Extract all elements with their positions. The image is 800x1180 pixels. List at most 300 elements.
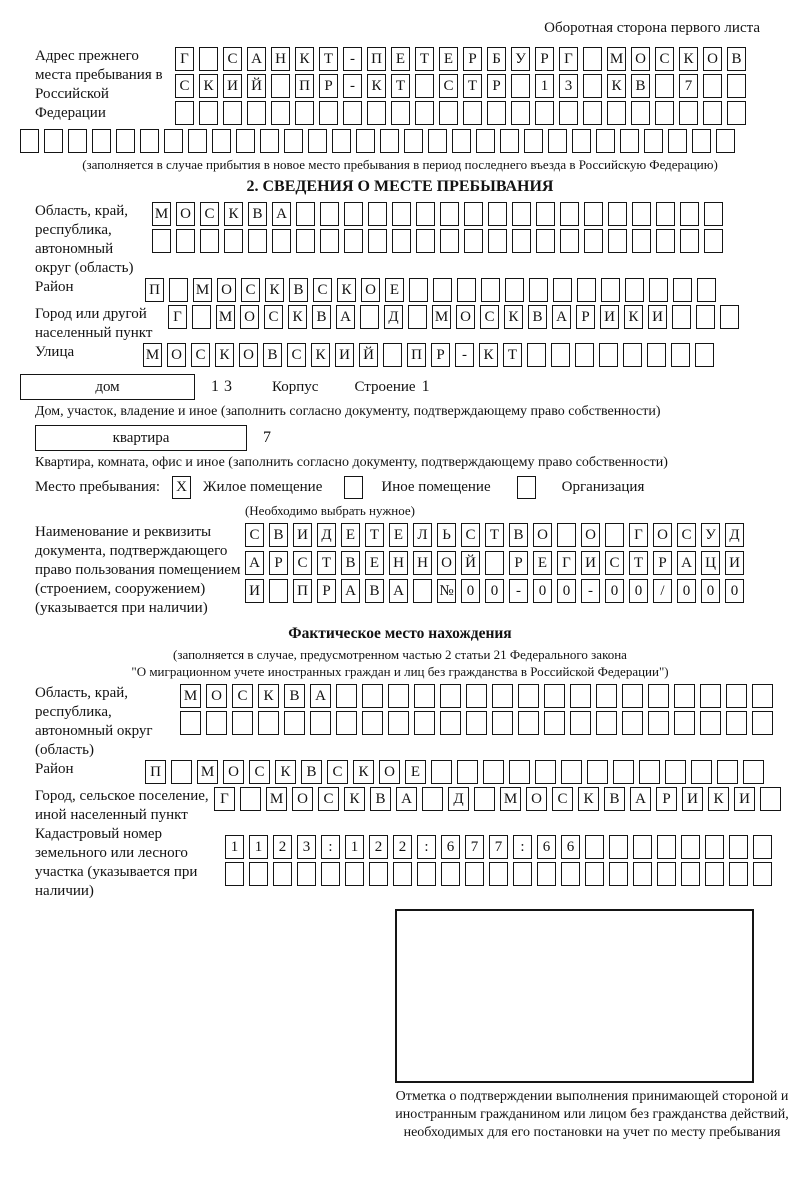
char-cell[interactable] — [440, 229, 459, 253]
char-cell[interactable]: С — [245, 523, 264, 547]
char-cell[interactable]: Т — [485, 523, 504, 547]
char-cell[interactable]: К — [504, 305, 523, 329]
char-cell[interactable]: Т — [463, 74, 482, 98]
char-cell[interactable] — [648, 711, 669, 735]
char-cell[interactable] — [560, 229, 579, 253]
char-cell[interactable] — [295, 101, 314, 125]
char-cell[interactable] — [296, 202, 315, 226]
char-cell[interactable]: Е — [341, 523, 360, 547]
char-cell[interactable]: С — [264, 305, 283, 329]
char-cell[interactable]: Р — [535, 47, 554, 71]
char-cell[interactable]: М — [180, 684, 201, 708]
char-cell[interactable] — [332, 129, 351, 153]
char-cell[interactable]: С — [249, 760, 270, 784]
char-cell[interactable] — [388, 684, 409, 708]
char-cell[interactable]: В — [727, 47, 746, 71]
char-cell[interactable] — [224, 229, 243, 253]
char-cell[interactable]: А — [396, 787, 417, 811]
char-cell[interactable]: К — [288, 305, 307, 329]
char-cell[interactable]: О — [456, 305, 475, 329]
char-cell[interactable]: С — [480, 305, 499, 329]
char-cell[interactable] — [631, 101, 650, 125]
char-cell[interactable] — [248, 229, 267, 253]
char-cell[interactable] — [518, 711, 539, 735]
char-cell[interactable] — [169, 278, 188, 302]
char-cell[interactable]: / — [653, 579, 672, 603]
char-cell[interactable]: В — [284, 684, 305, 708]
char-cell[interactable]: Е — [389, 523, 408, 547]
char-cell[interactable] — [212, 129, 231, 153]
char-cell[interactable]: С — [241, 278, 260, 302]
char-cell[interactable] — [116, 129, 135, 153]
char-cell[interactable] — [416, 202, 435, 226]
char-cell[interactable]: Е — [439, 47, 458, 71]
char-cell[interactable] — [319, 101, 338, 125]
char-cell[interactable] — [408, 305, 427, 329]
char-cell[interactable] — [613, 760, 634, 784]
char-cell[interactable]: А — [389, 579, 408, 603]
char-cell[interactable]: В — [604, 787, 625, 811]
char-cell[interactable] — [655, 74, 674, 98]
char-cell[interactable] — [657, 835, 676, 859]
char-cell[interactable]: К — [708, 787, 729, 811]
char-cell[interactable]: М — [216, 305, 235, 329]
char-cell[interactable] — [726, 711, 747, 735]
char-cell[interactable] — [656, 229, 675, 253]
char-cell[interactable] — [68, 129, 87, 153]
char-cell[interactable]: В — [263, 343, 282, 367]
char-cell[interactable] — [44, 129, 63, 153]
char-cell[interactable]: Е — [365, 551, 384, 575]
char-cell[interactable] — [440, 202, 459, 226]
char-cell[interactable]: 0 — [485, 579, 504, 603]
char-cell[interactable] — [695, 343, 714, 367]
char-cell[interactable]: М — [197, 760, 218, 784]
char-cell[interactable]: Т — [391, 74, 410, 98]
char-cell[interactable] — [608, 202, 627, 226]
char-cell[interactable]: Д — [448, 787, 469, 811]
char-cell[interactable]: С — [293, 551, 312, 575]
char-cell[interactable]: А — [341, 579, 360, 603]
char-cell[interactable] — [727, 74, 746, 98]
char-cell[interactable]: 3 — [224, 378, 232, 395]
char-cell[interactable]: Й — [461, 551, 480, 575]
char-cell[interactable] — [356, 129, 375, 153]
char-cell[interactable] — [553, 278, 572, 302]
char-cell[interactable]: 0 — [605, 579, 624, 603]
char-cell[interactable]: К — [479, 343, 498, 367]
char-cell[interactable] — [345, 862, 364, 886]
char-cell[interactable]: Р — [269, 551, 288, 575]
char-cell[interactable] — [485, 551, 504, 575]
char-cell[interactable]: В — [509, 523, 528, 547]
char-cell[interactable] — [577, 278, 596, 302]
char-cell[interactable]: М — [193, 278, 212, 302]
char-cell[interactable]: - — [343, 74, 362, 98]
char-cell[interactable] — [674, 711, 695, 735]
char-cell[interactable] — [428, 129, 447, 153]
char-cell[interactable]: М — [143, 343, 162, 367]
char-cell[interactable] — [647, 343, 666, 367]
char-cell[interactable] — [639, 760, 660, 784]
char-cell[interactable] — [176, 229, 195, 253]
char-cell[interactable]: Р — [463, 47, 482, 71]
char-cell[interactable]: 2 — [273, 835, 292, 859]
char-cell[interactable] — [404, 129, 423, 153]
char-cell[interactable]: О — [533, 523, 552, 547]
char-cell[interactable]: Й — [247, 74, 266, 98]
char-cell[interactable] — [269, 579, 288, 603]
char-cell[interactable]: О — [240, 305, 259, 329]
char-cell[interactable] — [752, 711, 773, 735]
char-cell[interactable] — [625, 278, 644, 302]
char-cell[interactable]: 0 — [461, 579, 480, 603]
char-cell[interactable]: Н — [271, 47, 290, 71]
char-cell[interactable] — [368, 202, 387, 226]
char-cell[interactable]: В — [370, 787, 391, 811]
char-cell[interactable] — [560, 202, 579, 226]
char-cell[interactable]: О — [437, 551, 456, 575]
char-cell[interactable] — [388, 711, 409, 735]
char-cell[interactable]: Б — [487, 47, 506, 71]
char-cell[interactable]: У — [701, 523, 720, 547]
char-cell[interactable] — [655, 101, 674, 125]
char-cell[interactable]: С — [313, 278, 332, 302]
char-cell[interactable]: А — [552, 305, 571, 329]
char-cell[interactable] — [464, 202, 483, 226]
char-cell[interactable]: Т — [629, 551, 648, 575]
char-cell[interactable] — [644, 129, 663, 153]
char-cell[interactable] — [760, 787, 781, 811]
char-cell[interactable]: К — [224, 202, 243, 226]
char-cell[interactable]: С — [655, 47, 674, 71]
char-cell[interactable] — [703, 101, 722, 125]
char-cell[interactable]: И — [245, 579, 264, 603]
char-cell[interactable]: Е — [405, 760, 426, 784]
char-cell[interactable]: С — [318, 787, 339, 811]
char-cell[interactable]: Т — [415, 47, 434, 71]
char-cell[interactable] — [743, 760, 764, 784]
char-cell[interactable]: С — [677, 523, 696, 547]
char-cell[interactable] — [716, 129, 735, 153]
char-cell[interactable] — [557, 523, 576, 547]
char-cell[interactable] — [284, 711, 305, 735]
char-cell[interactable] — [561, 862, 580, 886]
char-cell[interactable]: Г — [559, 47, 578, 71]
char-cell[interactable] — [512, 229, 531, 253]
char-cell[interactable] — [705, 835, 724, 859]
char-cell[interactable] — [609, 835, 628, 859]
char-cell[interactable]: 0 — [557, 579, 576, 603]
char-cell[interactable] — [92, 129, 111, 153]
char-cell[interactable] — [392, 202, 411, 226]
char-cell[interactable] — [336, 684, 357, 708]
char-cell[interactable]: С — [287, 343, 306, 367]
char-cell[interactable] — [414, 711, 435, 735]
char-cell[interactable]: Р — [509, 551, 528, 575]
char-cell[interactable] — [440, 711, 461, 735]
char-cell[interactable] — [691, 760, 712, 784]
char-cell[interactable] — [415, 74, 434, 98]
char-cell[interactable] — [559, 101, 578, 125]
char-cell[interactable]: О — [167, 343, 186, 367]
char-cell[interactable] — [536, 229, 555, 253]
char-cell[interactable] — [441, 862, 460, 886]
char-cell[interactable]: С — [200, 202, 219, 226]
char-cell[interactable] — [583, 47, 602, 71]
char-cell[interactable]: 0 — [725, 579, 744, 603]
char-cell[interactable] — [260, 129, 279, 153]
char-cell[interactable] — [505, 278, 524, 302]
char-cell[interactable] — [605, 523, 624, 547]
char-cell[interactable]: А — [245, 551, 264, 575]
char-cell[interactable]: И — [682, 787, 703, 811]
char-cell[interactable] — [509, 760, 530, 784]
char-cell[interactable] — [476, 129, 495, 153]
char-cell[interactable]: П — [145, 278, 164, 302]
char-cell[interactable] — [679, 101, 698, 125]
char-cell[interactable] — [431, 760, 452, 784]
char-cell[interactable]: А — [677, 551, 696, 575]
char-cell[interactable]: № — [437, 579, 456, 603]
char-cell[interactable]: Р — [656, 787, 677, 811]
char-cell[interactable]: П — [145, 760, 166, 784]
char-cell[interactable] — [584, 202, 603, 226]
char-cell[interactable] — [608, 229, 627, 253]
char-cell[interactable]: - — [581, 579, 600, 603]
char-cell[interactable]: В — [248, 202, 267, 226]
char-cell[interactable] — [180, 711, 201, 735]
char-cell[interactable]: С — [191, 343, 210, 367]
char-cell[interactable] — [623, 343, 642, 367]
char-cell[interactable] — [492, 684, 513, 708]
char-cell[interactable]: Е — [391, 47, 410, 71]
char-cell[interactable]: Т — [319, 47, 338, 71]
char-cell[interactable] — [575, 343, 594, 367]
checkbox-other-premises[interactable] — [344, 476, 363, 499]
char-cell[interactable] — [409, 278, 428, 302]
char-cell[interactable]: Р — [487, 74, 506, 98]
char-cell[interactable]: О — [217, 278, 236, 302]
char-cell[interactable] — [729, 835, 748, 859]
char-cell[interactable]: 6 — [537, 835, 556, 859]
char-cell[interactable]: О — [703, 47, 722, 71]
char-cell[interactable] — [20, 129, 39, 153]
char-cell[interactable]: В — [289, 278, 308, 302]
char-cell[interactable] — [535, 760, 556, 784]
char-cell[interactable]: К — [353, 760, 374, 784]
char-cell[interactable] — [587, 760, 608, 784]
char-cell[interactable] — [488, 202, 507, 226]
char-cell[interactable] — [572, 129, 591, 153]
char-cell[interactable]: Т — [503, 343, 522, 367]
char-cell[interactable] — [247, 101, 266, 125]
checkbox-organization[interactable] — [517, 476, 536, 499]
char-cell[interactable]: И — [600, 305, 619, 329]
char-cell[interactable]: 2 — [369, 835, 388, 859]
char-cell[interactable]: : — [321, 835, 340, 859]
char-cell[interactable]: К — [578, 787, 599, 811]
char-cell[interactable]: С — [605, 551, 624, 575]
char-cell[interactable]: К — [344, 787, 365, 811]
char-cell[interactable] — [648, 684, 669, 708]
char-cell[interactable] — [452, 129, 471, 153]
char-cell[interactable]: 7 — [489, 835, 508, 859]
char-cell[interactable]: И — [335, 343, 354, 367]
char-cell[interactable] — [481, 278, 500, 302]
char-cell[interactable] — [416, 229, 435, 253]
char-cell[interactable]: Р — [653, 551, 672, 575]
char-cell[interactable]: К — [337, 278, 356, 302]
char-cell[interactable]: И — [734, 787, 755, 811]
char-cell[interactable] — [249, 862, 268, 886]
char-cell[interactable] — [673, 278, 692, 302]
char-cell[interactable] — [601, 278, 620, 302]
char-cell[interactable] — [599, 343, 618, 367]
char-cell[interactable] — [474, 787, 495, 811]
char-cell[interactable] — [665, 760, 686, 784]
char-cell[interactable] — [705, 862, 724, 886]
char-cell[interactable] — [585, 862, 604, 886]
char-cell[interactable] — [483, 760, 504, 784]
char-cell[interactable] — [544, 711, 565, 735]
char-cell[interactable] — [362, 711, 383, 735]
char-cell[interactable]: 0 — [701, 579, 720, 603]
char-cell[interactable] — [681, 835, 700, 859]
char-cell[interactable]: Г — [175, 47, 194, 71]
char-cell[interactable] — [668, 129, 687, 153]
char-cell[interactable]: К — [275, 760, 296, 784]
char-cell[interactable] — [692, 129, 711, 153]
char-cell[interactable] — [271, 74, 290, 98]
char-cell[interactable] — [696, 305, 715, 329]
char-cell[interactable]: К — [265, 278, 284, 302]
char-cell[interactable]: 7 — [263, 429, 271, 446]
char-cell[interactable] — [703, 74, 722, 98]
char-cell[interactable] — [596, 711, 617, 735]
char-cell[interactable]: Г — [214, 787, 235, 811]
char-cell[interactable]: С — [439, 74, 458, 98]
char-cell[interactable] — [273, 862, 292, 886]
char-cell[interactable]: 1 — [535, 74, 554, 98]
char-cell[interactable]: С — [223, 47, 242, 71]
char-cell[interactable] — [672, 305, 691, 329]
char-cell[interactable]: В — [631, 74, 650, 98]
char-cell[interactable]: 0 — [629, 579, 648, 603]
char-cell[interactable] — [620, 129, 639, 153]
char-cell[interactable] — [512, 202, 531, 226]
char-cell[interactable] — [236, 129, 255, 153]
char-cell[interactable]: Ь — [437, 523, 456, 547]
char-cell[interactable]: К — [607, 74, 626, 98]
char-cell[interactable] — [583, 101, 602, 125]
char-cell[interactable] — [383, 343, 402, 367]
char-cell[interactable]: Л — [413, 523, 432, 547]
char-cell[interactable] — [199, 47, 218, 71]
char-cell[interactable] — [704, 202, 723, 226]
char-cell[interactable]: И — [648, 305, 667, 329]
char-cell[interactable] — [717, 760, 738, 784]
char-cell[interactable]: Й — [359, 343, 378, 367]
char-cell[interactable] — [513, 862, 532, 886]
char-cell[interactable] — [681, 862, 700, 886]
char-cell[interactable]: А — [310, 684, 331, 708]
char-cell[interactable] — [422, 787, 443, 811]
char-cell[interactable] — [535, 101, 554, 125]
char-cell[interactable] — [622, 684, 643, 708]
char-cell[interactable]: А — [336, 305, 355, 329]
char-cell[interactable] — [392, 229, 411, 253]
char-cell[interactable] — [200, 229, 219, 253]
char-cell[interactable] — [697, 278, 716, 302]
char-cell[interactable] — [308, 129, 327, 153]
char-cell[interactable]: И — [223, 74, 242, 98]
char-cell[interactable]: В — [312, 305, 331, 329]
char-cell[interactable] — [225, 862, 244, 886]
char-cell[interactable] — [310, 711, 331, 735]
char-cell[interactable] — [465, 862, 484, 886]
char-cell[interactable]: 0 — [533, 579, 552, 603]
char-cell[interactable]: С — [232, 684, 253, 708]
char-cell[interactable] — [492, 711, 513, 735]
char-cell[interactable] — [175, 101, 194, 125]
char-cell[interactable]: Д — [725, 523, 744, 547]
char-cell[interactable]: О — [526, 787, 547, 811]
char-cell[interactable] — [433, 278, 452, 302]
char-cell[interactable]: С — [175, 74, 194, 98]
char-cell[interactable] — [415, 101, 434, 125]
char-cell[interactable]: Г — [168, 305, 187, 329]
char-cell[interactable] — [271, 101, 290, 125]
char-cell[interactable] — [657, 862, 676, 886]
char-cell[interactable]: И — [725, 551, 744, 575]
char-cell[interactable]: П — [293, 579, 312, 603]
char-cell[interactable] — [524, 129, 543, 153]
char-cell[interactable]: О — [653, 523, 672, 547]
char-cell[interactable] — [570, 711, 591, 735]
char-cell[interactable] — [649, 278, 668, 302]
char-cell[interactable]: У — [511, 47, 530, 71]
char-cell[interactable]: О — [631, 47, 650, 71]
char-cell[interactable]: И — [293, 523, 312, 547]
char-cell[interactable]: О — [292, 787, 313, 811]
char-cell[interactable] — [609, 862, 628, 886]
char-cell[interactable] — [192, 305, 211, 329]
char-cell[interactable] — [671, 343, 690, 367]
char-cell[interactable] — [320, 202, 339, 226]
char-cell[interactable] — [727, 101, 746, 125]
char-cell[interactable] — [607, 101, 626, 125]
char-cell[interactable]: К — [367, 74, 386, 98]
char-cell[interactable] — [511, 74, 530, 98]
char-cell[interactable]: П — [367, 47, 386, 71]
char-cell[interactable] — [632, 229, 651, 253]
char-cell[interactable] — [164, 129, 183, 153]
char-cell[interactable] — [753, 862, 772, 886]
char-cell[interactable] — [369, 862, 388, 886]
char-cell[interactable]: К — [679, 47, 698, 71]
char-cell[interactable] — [487, 101, 506, 125]
char-cell[interactable]: 6 — [441, 835, 460, 859]
char-cell[interactable] — [537, 862, 556, 886]
char-cell[interactable] — [284, 129, 303, 153]
char-cell[interactable]: : — [417, 835, 436, 859]
char-cell[interactable] — [527, 343, 546, 367]
char-cell[interactable] — [536, 202, 555, 226]
char-cell[interactable] — [439, 101, 458, 125]
char-cell[interactable] — [152, 229, 171, 253]
char-cell[interactable] — [391, 101, 410, 125]
